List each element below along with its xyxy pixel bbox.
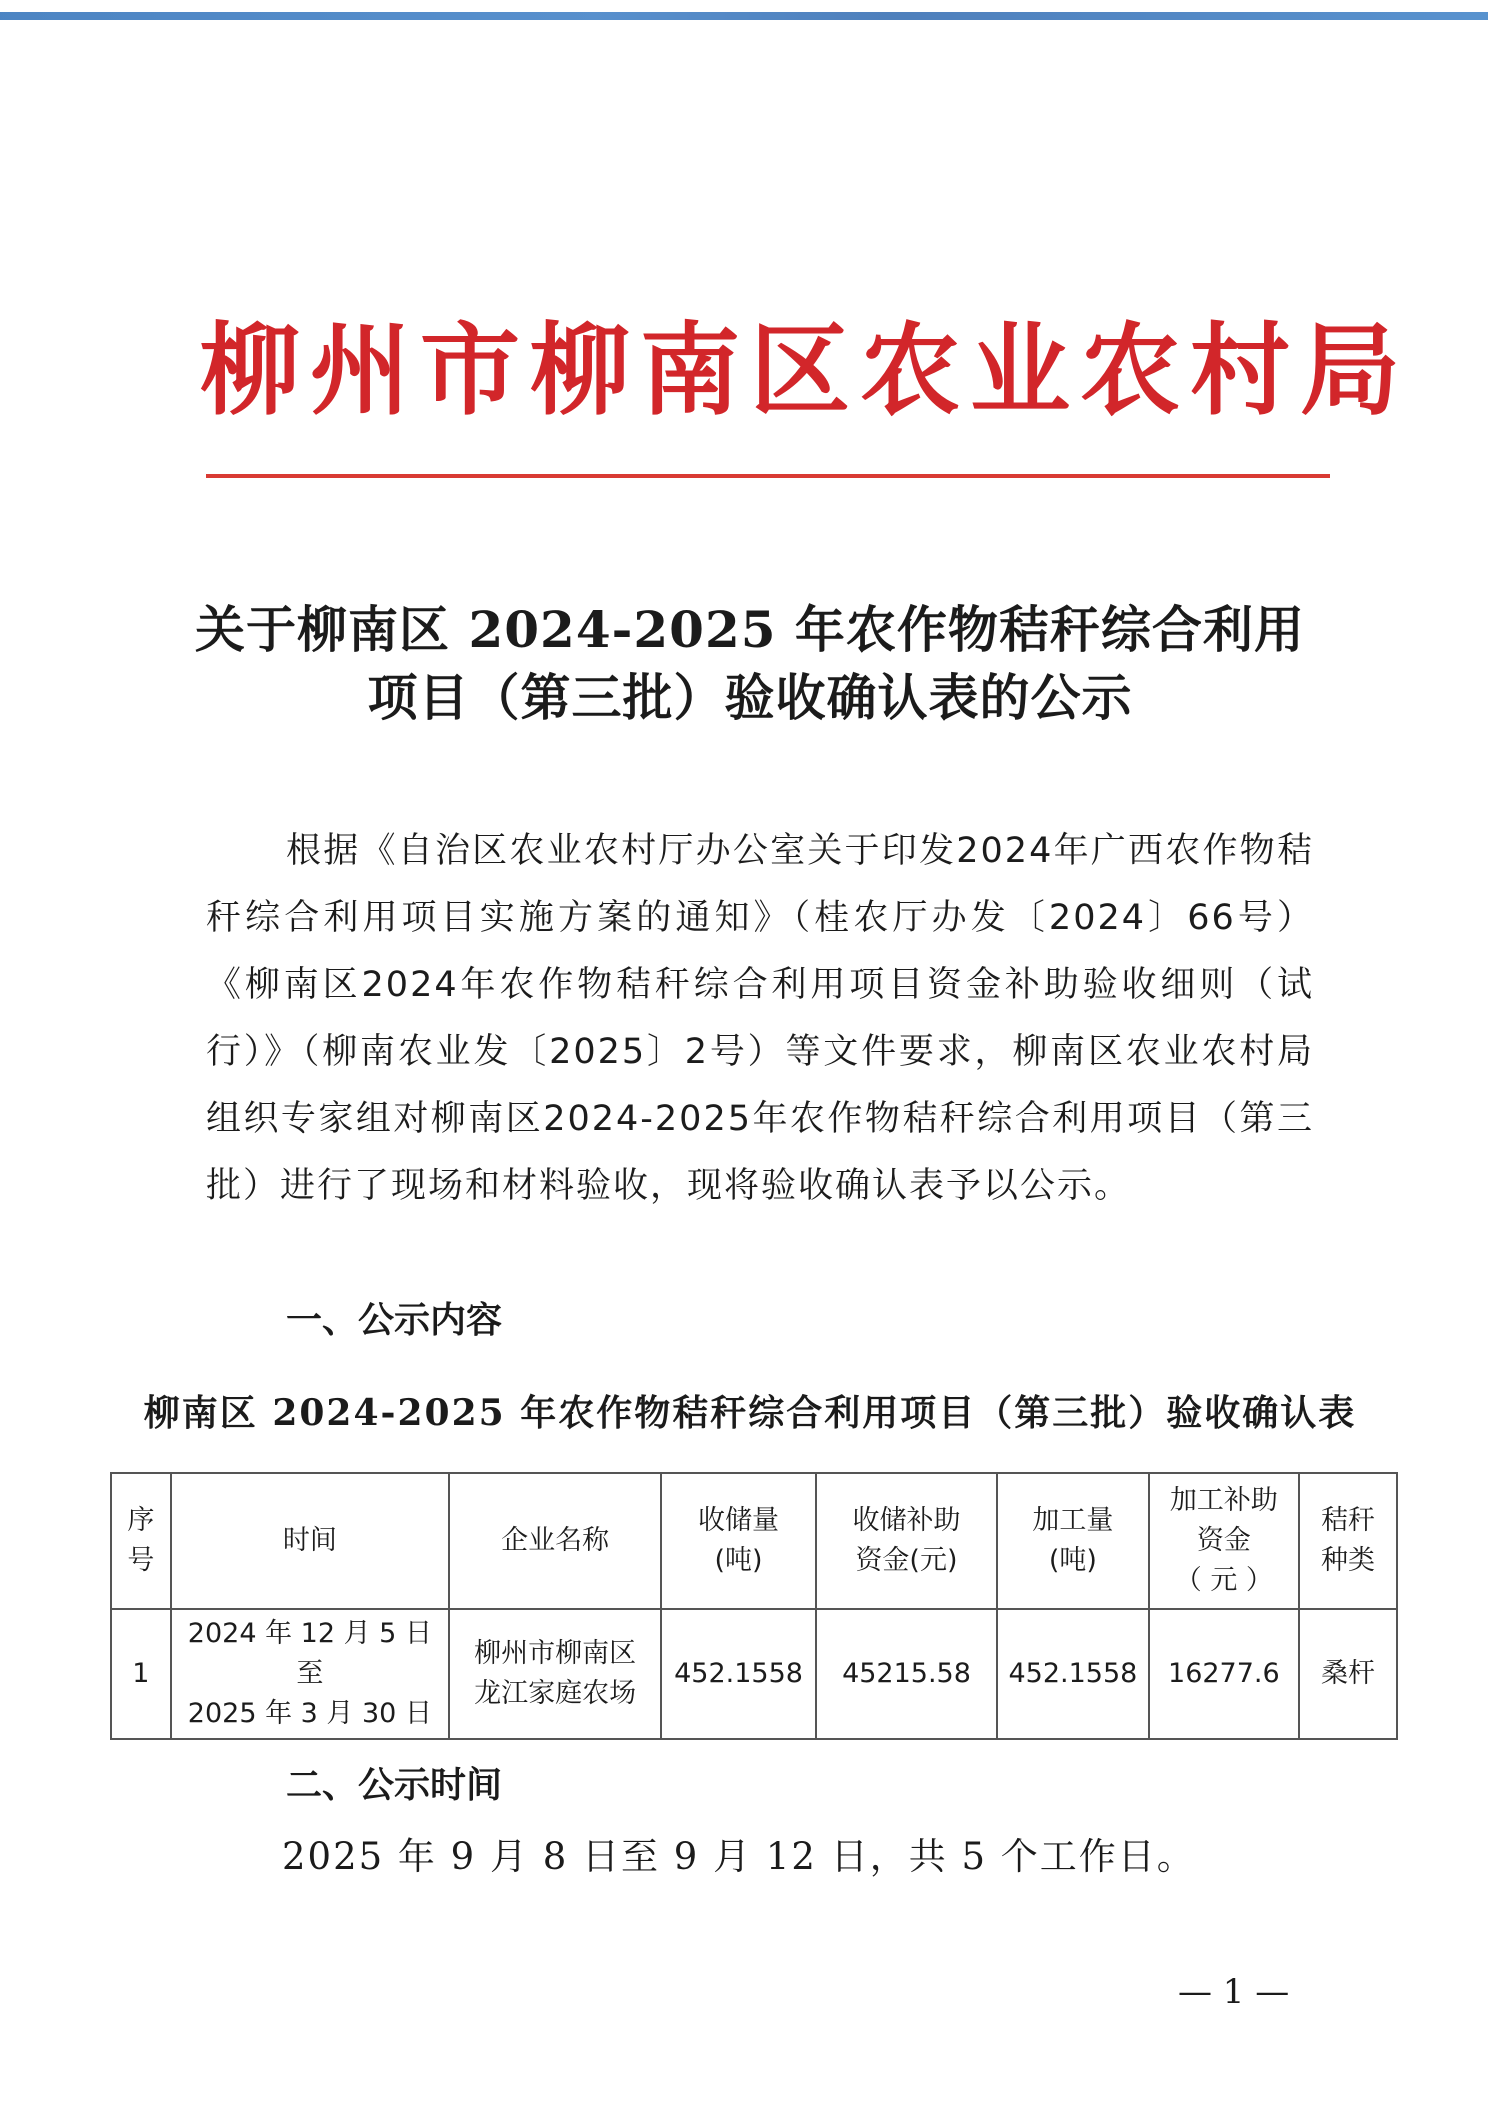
section-heading-content: 一、公示内容	[286, 1300, 503, 1341]
cell-processing: 452.1558	[997, 1609, 1148, 1739]
header-storage: 收储量 (吨)	[661, 1473, 816, 1609]
acceptance-table	[110, 1472, 1398, 1740]
red-header-rule	[206, 474, 1330, 478]
cell-time: 2024 年 12 月 5 日至 2025 年 3 月 30 日	[171, 1609, 449, 1739]
page-number: — 1 —	[1178, 1972, 1290, 2012]
cell-seq: 1	[111, 1609, 171, 1739]
header-seq: 序 号	[111, 1473, 171, 1609]
header-processing-subsidy: 加工补助 资金 （ 元 ）	[1149, 1473, 1299, 1609]
document-title	[180, 596, 1320, 732]
announcement-period: 2025 年 9 月 8 日至 9 月 12 日，共 5 个工作日。	[282, 1835, 1196, 1878]
title-line-1: 关于柳南区 2024-2025 年农作物秸秆综合利用	[195, 600, 1305, 659]
table-header-row	[111, 1473, 1397, 1609]
body-paragraph: 根据《自治区农业农村厅办公室关于印发2024年广西农作物秸秆综合利用项目实施方案的通知》（桂农厅办发〔2024〕66号）《柳南区2024年农作物秸秆综合利用项目资金补助验收细则（试行）》（柳南农业发〔2025〕2号）等文件要求，柳南区农业农村局组织专家组对柳南区2024-2025年农作物秸秆综合利用项目（第三批）进行了现场和材料验收，现将验收确认表予以公示。	[206, 831, 1314, 1206]
header-time: 时间	[171, 1473, 449, 1609]
cell-processing-subsidy: 16277.6	[1149, 1609, 1299, 1739]
table-caption: 柳南区 2024-2025 年农作物秸秆综合利用项目（第三批）验收确认表	[143, 1392, 1357, 1434]
header-processing: 加工量 (吨)	[997, 1473, 1148, 1609]
cell-storage: 452.1558	[661, 1609, 816, 1739]
table-row	[111, 1609, 1397, 1739]
header-storage-subsidy: 收储补助 资金(元)	[816, 1473, 997, 1609]
header-company: 企业名称	[449, 1473, 661, 1609]
cell-storage-subsidy: 45215.58	[816, 1609, 997, 1739]
header-straw-type: 秸秆 种类	[1299, 1473, 1397, 1609]
section-heading-time: 二、公示时间	[286, 1765, 503, 1806]
title-line-2: 项目（第三批）验收确认表的公示	[367, 668, 1133, 727]
agency-header: 柳州市柳南区农业农村局	[200, 311, 1410, 429]
scan-top-edge	[0, 12, 1488, 20]
cell-straw-type: 桑杆	[1299, 1609, 1397, 1739]
cell-company: 柳州市柳南区 龙江家庭农场	[449, 1609, 661, 1739]
